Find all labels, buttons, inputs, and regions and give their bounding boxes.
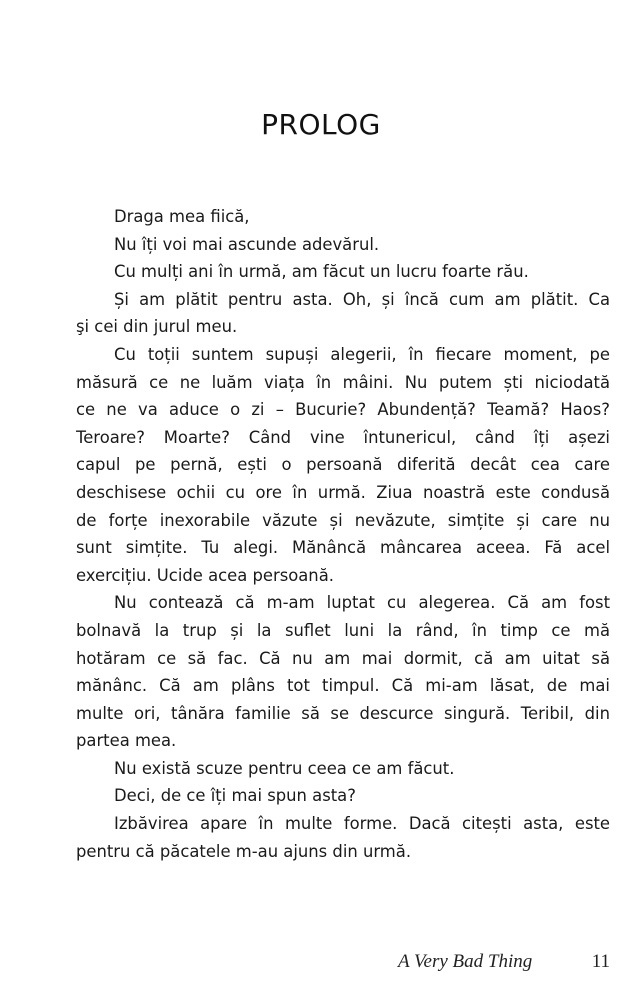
text-line: bolnavă la trup și la suflet luni la rând, în timp ce mă <box>76 620 610 640</box>
text-line: Cu mulți ani în urmă, am făcut un lucru foarte rău. <box>114 262 529 282</box>
text-line: mănânc. Că am plâns tot timpul. Că mi-am lăsat, de mai <box>76 676 610 696</box>
text-line: ce ne va aduce o zi – Bucurie? Abundență? Teamă? Haos? <box>76 400 610 420</box>
page-footer <box>380 951 610 977</box>
text-line: măsură ce ne luăm viața în mâini. Nu putem ști niciodată <box>76 372 610 392</box>
text-line: Și am plătit pentru asta. Oh, și încă cum am plătit. Ca <box>114 289 610 309</box>
chapter-title: PROLOG <box>261 108 381 141</box>
text-line: de forțe inexorabile văzute și nevăzute, simțite și care nu <box>76 510 610 530</box>
text-line: deschisese ochii cu ore în urmă. Ziua noastră este condusă <box>76 482 610 502</box>
text-line: hotăram ce să fac. Că nu am mai dormit, că am uitat să <box>76 648 610 668</box>
text-line: şi cei din jurul meu. <box>76 317 238 337</box>
text-line: partea mea. <box>76 731 177 751</box>
text-line: Draga mea fiică, <box>114 207 250 226</box>
text-line: Cu toții suntem supuși alegerii, în fiecare moment, pe <box>114 344 610 364</box>
text-line: Teroare? Moarte? Când vine întunericul, când îți așezi <box>76 427 610 447</box>
text-line: multe ori, tânăra familie să se descurce singură. Teribil, din <box>76 703 610 723</box>
text-line: sunt simțite. Tu alegi. Mănâncă mâncarea aceea. Fă acel <box>76 538 610 558</box>
text-line: Deci, de ce îți mai spun asta? <box>114 786 356 806</box>
text-line: Nu există scuze pentru ceea ce am făcut. <box>114 758 455 778</box>
text-line: pentru că păcatele m-au ajuns din urmă. <box>76 841 412 861</box>
text-line: Nu îți voi mai ascunde adevărul. <box>114 234 380 254</box>
text-line: Izbăvirea apare în multe forme. Dacă citești asta, este <box>114 814 610 834</box>
text-line: Nu contează că m-am luptat cu alegerea. Că am fost <box>114 593 610 613</box>
text-line: capul pe pernă, ești o persoană diferită decât cea care <box>76 455 610 475</box>
body-text <box>76 203 610 865</box>
running-book-title: A Very Bad Thing <box>398 951 533 972</box>
page-number: 11 <box>591 951 610 972</box>
text-line: exercițiu. Ucide acea persoană. <box>76 565 334 585</box>
